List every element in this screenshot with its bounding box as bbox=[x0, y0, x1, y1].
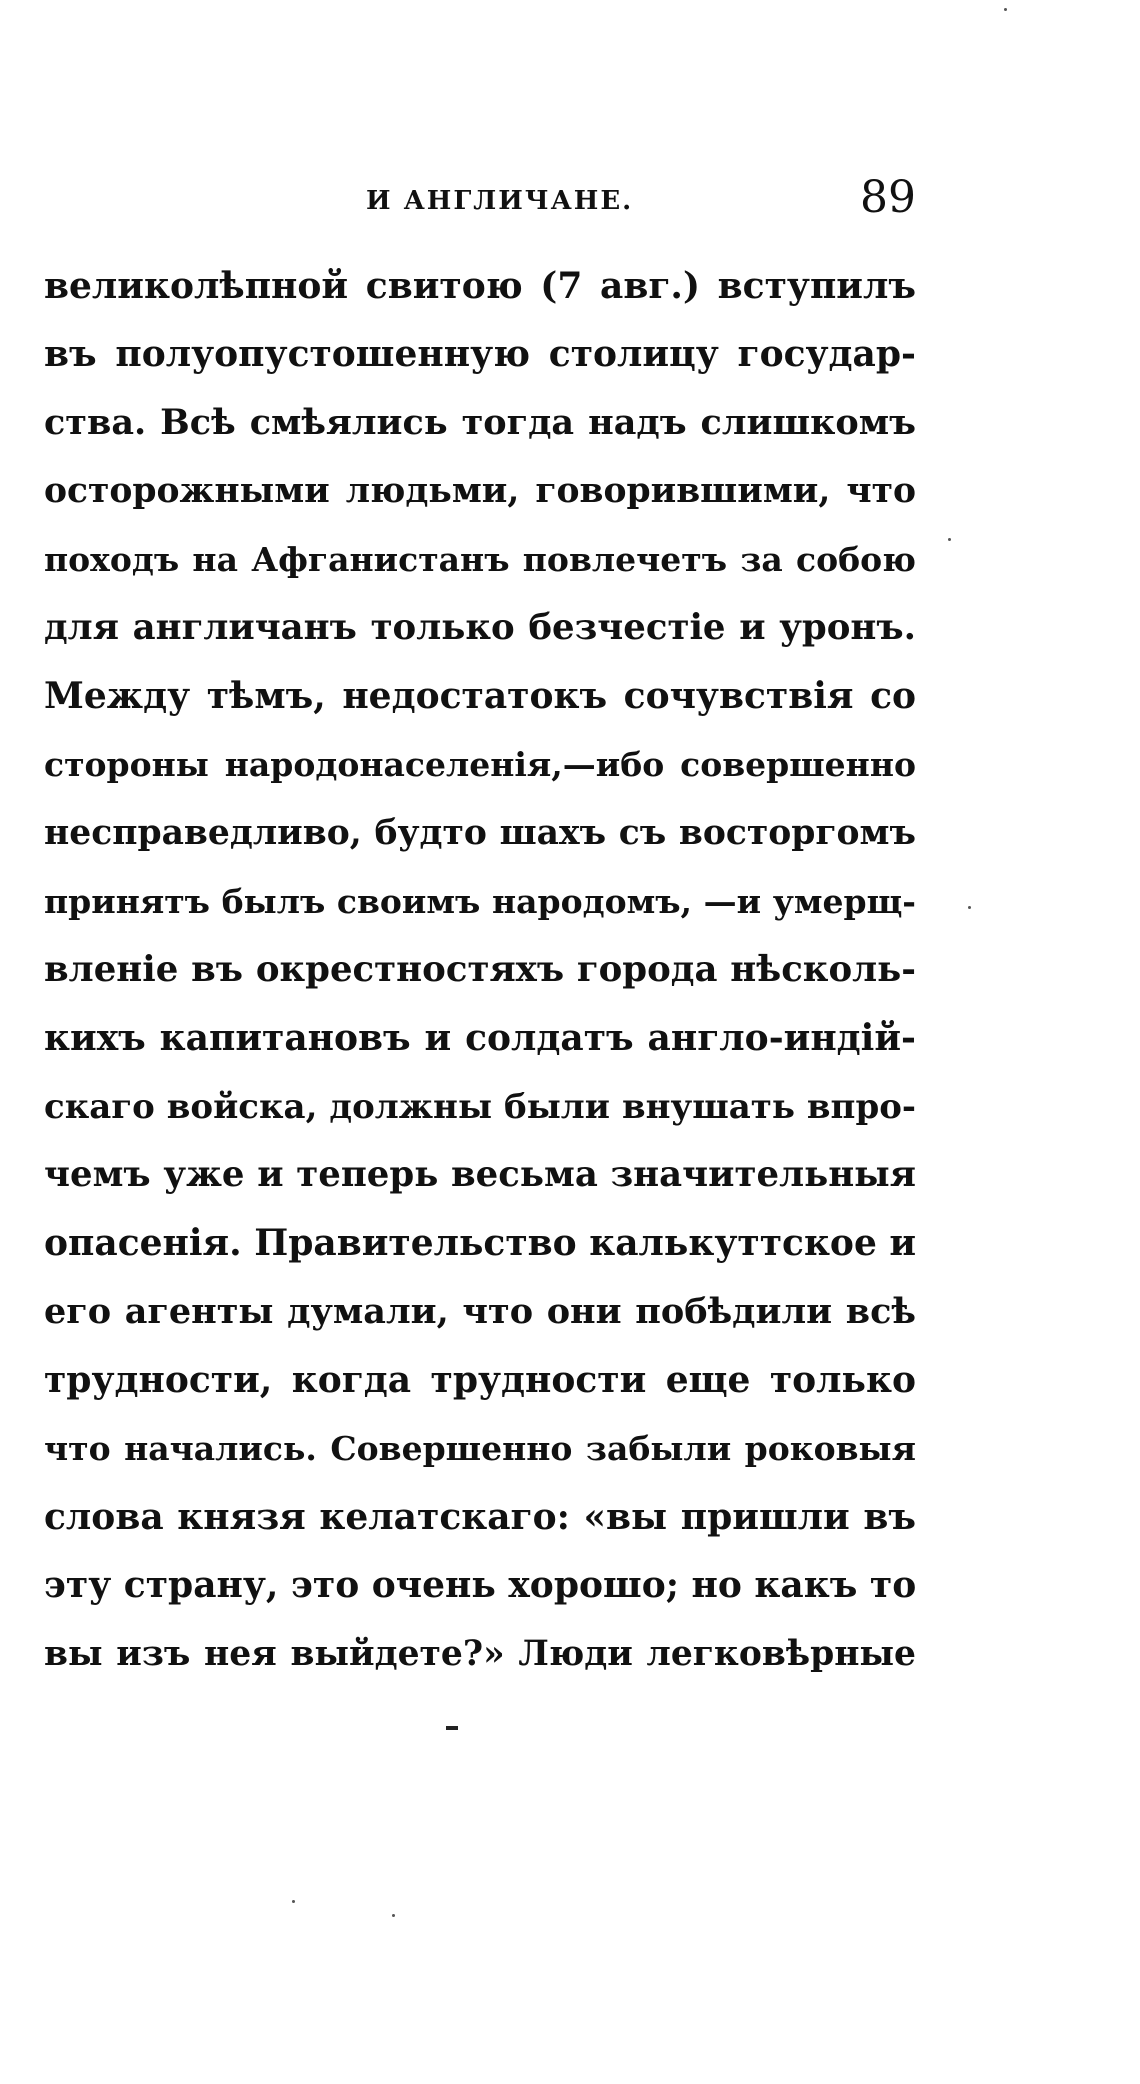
running-title: И АНГЛИЧАНЕ. bbox=[366, 186, 634, 216]
page-number: 89 bbox=[860, 172, 916, 223]
text-line: вленіе въ окрестностяхъ города нѣсколь- bbox=[44, 948, 916, 990]
text-line: осторожными людьми, говорившими, что bbox=[44, 471, 916, 512]
text-line: для англичанъ только безчестіе и уронъ. bbox=[44, 606, 916, 648]
text-line: опасенія. Правительство калькуттское и bbox=[44, 1222, 917, 1265]
text-line: эту страну, это очень хорошо; но какъ то bbox=[44, 1564, 917, 1607]
text-line: ства. Всѣ смѣялись тогда надъ слишкомъ bbox=[44, 401, 916, 443]
text-line: слова князя келатскаго: «вы пришли въ bbox=[44, 1496, 916, 1539]
print-mark bbox=[446, 1726, 458, 1730]
text-line: Между тѣмъ, недостатокъ сочувствія со bbox=[44, 675, 916, 718]
paper-speck bbox=[392, 1914, 395, 1917]
paper-speck bbox=[948, 538, 951, 541]
text-line: великолѣпной свитою (7 авг.) вступилъ bbox=[44, 265, 916, 307]
paper-speck bbox=[968, 906, 971, 909]
text-line: принятъ былъ своимъ народомъ, —и умерщ- bbox=[44, 881, 916, 921]
text-line: его агенты думали, что они побѣдили всѣ bbox=[44, 1290, 916, 1332]
text-line: походъ на Афганистанъ повлечетъ за собою bbox=[44, 539, 916, 579]
text-line: стороны народонаселенія,—ибо совершенно bbox=[44, 744, 916, 784]
text-line: трудности, когда трудности еще только bbox=[44, 1359, 916, 1402]
paper-speck bbox=[1004, 8, 1007, 11]
body-text bbox=[44, 252, 916, 1688]
text-line: чемъ уже и теперь весьма значительныя bbox=[44, 1154, 916, 1196]
text-line: скаго войска, должны были внушать впро- bbox=[44, 1086, 916, 1127]
text-line: несправедливо, будто шахъ съ восторгомъ bbox=[44, 813, 916, 854]
text-line: кихъ капитановъ и солдатъ англо-индій- bbox=[44, 1017, 916, 1060]
paper-speck bbox=[292, 1900, 295, 1903]
running-head bbox=[44, 172, 916, 228]
text-line: что начались. Совершенно забыли роковыя bbox=[44, 1428, 916, 1468]
text-line: въ полуопустошенную столицу государ- bbox=[44, 333, 916, 376]
text-line: вы изъ нея выйдете?» Люди легковѣрные bbox=[44, 1633, 916, 1674]
